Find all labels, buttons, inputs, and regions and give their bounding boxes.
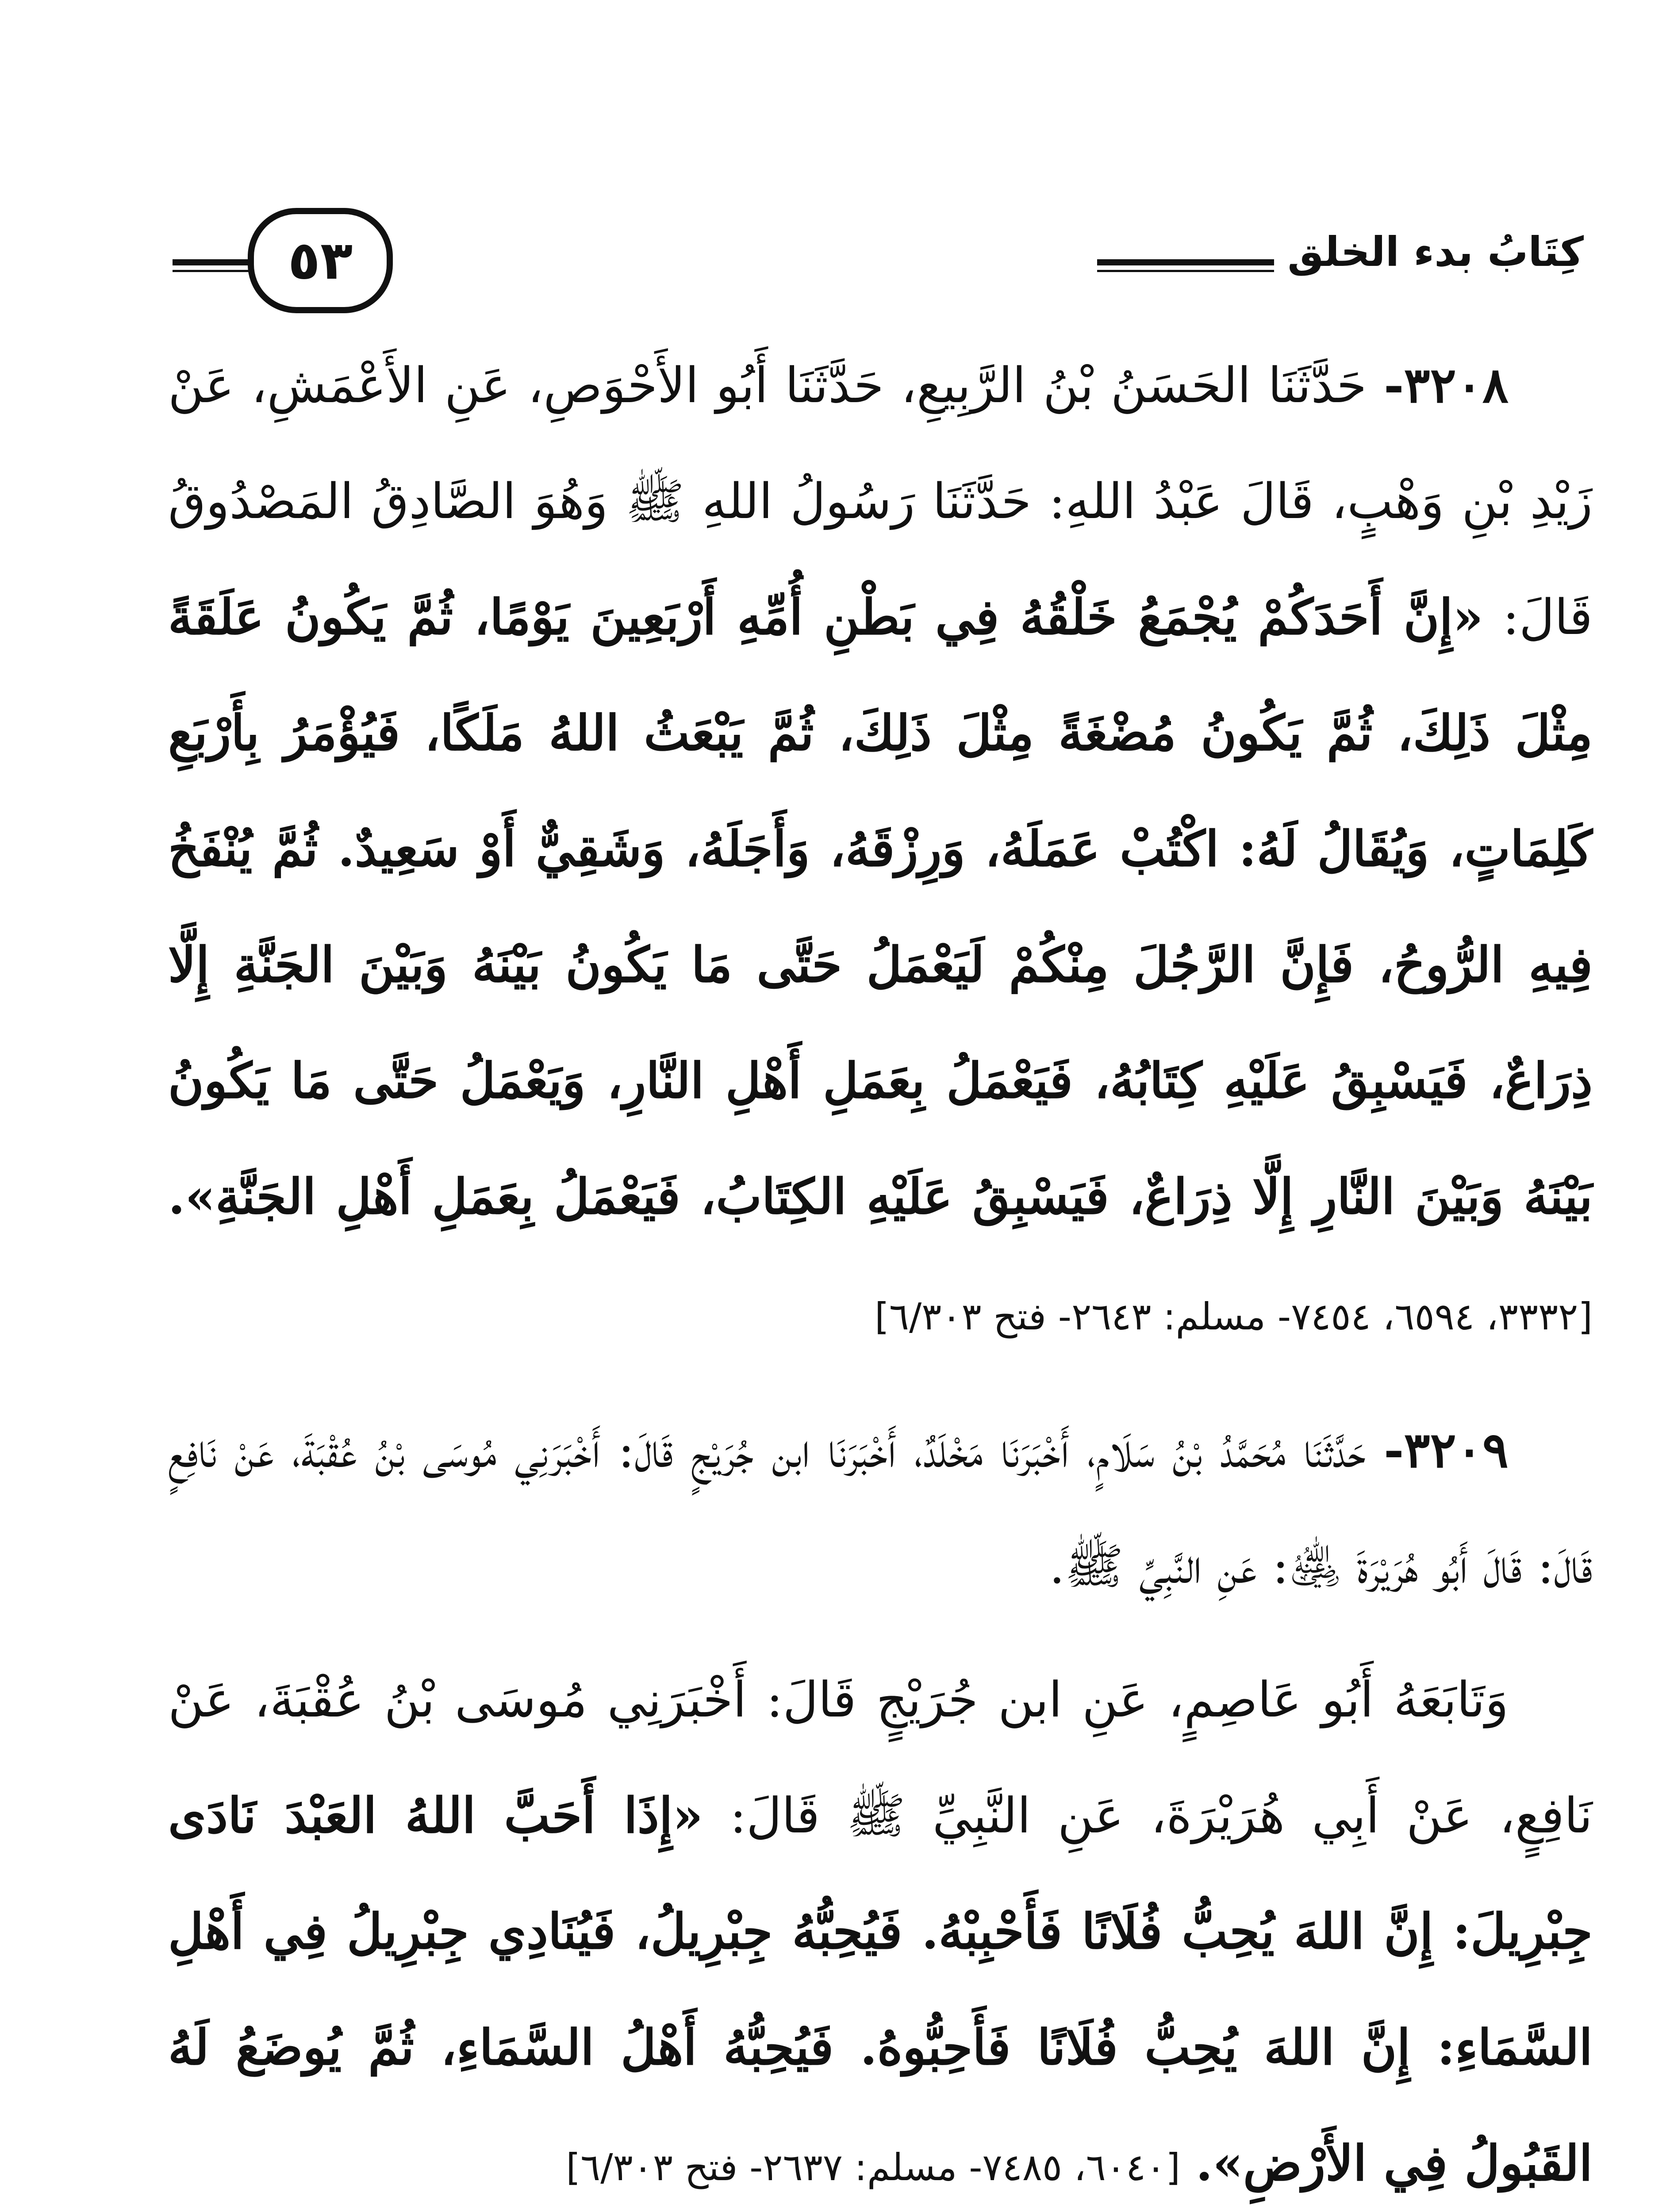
page-header	[0, 0, 1670, 319]
hadith-isnad: حَدَّثَنَا مُحَمَّدُ بْنُ سَلَامٍ، أَخْبَرَنَا مَخْلَدٌ، أَخْبَرَنَا ابن جُرَيْجٍ قَالَ: أَخْبَرَنِي مُوسَى بْنُ عُقْبَةَ، عَنْ نَافِعٍ قَالَ: قَالَ أَبُو هُرَيْرَةَ ﵁: عَنِ النَّبِيِّ ﷺ.	[168, 1422, 1593, 1594]
hadith-matn: «إِنَّ أَحَدَكُمْ يُجْمَعُ خَلْقُهُ فِي بَطْنِ أُمِّهِ أَرْبَعِينَ يَوْمًا، ثُمَّ يَكُونُ عَلَقَةً مِثْلَ ذَلِكَ، ثُمَّ يَكُونُ مُضْغَةً مِثْلَ ذَلِكَ، ثُمَّ يَبْعَثُ اللهُ مَلَكًا، فَيُؤْمَرُ بِأَرْبَعِ كَلِمَاتٍ، وَيُقَالُ لَهُ: اكْتُبْ عَمَلَهُ، وَرِزْقَهُ، وَأَجَلَهُ، وَشَقِيٌّ أَوْ سَعِيدٌ. ثُمَّ يُنْفَخُ فِيهِ الرُّوحُ، فَإِنَّ الرَّجُلَ مِنْكُمْ لَيَعْمَلُ حَتَّى مَا يَكُونُ بَيْنَهُ وَبَيْنَ الجَنَّةِ إِلَّا ذِرَاعٌ، فَيَسْبِقُ عَلَيْهِ كِتَابُهُ، فَيَعْمَلُ بِعَمَلِ أَهْلِ النَّارِ، وَيَعْمَلُ حَتَّى مَا يَكُونُ بَيْنَهُ وَبَيْنَ النَّارِ إِلَّا ذِرَاعٌ، فَيَسْبِقُ عَلَيْهِ الكِتَابُ، فَيَعْمَلُ بِعَمَلِ أَهْلِ الجَنَّةِ».	[168, 588, 1593, 1225]
hadith-3208	[168, 327, 1593, 1375]
hadith-isnad: وَتَابَعَهُ أَبُو عَاصِمٍ، عَنِ ابن جُرَيْجٍ قَالَ: أَخْبَرَنِي مُوسَى بْنُ عُقْبَةَ، عَنْ نَافِعٍ، عَنْ أَبِي هُرَيْرَةَ، عَنِ النَّبِيِّ ﷺ قَالَ:	[168, 1671, 1593, 1844]
page-body	[168, 327, 1593, 2212]
hadith-number: ٣٢٠٩-	[1384, 1421, 1509, 1479]
hadith-3209-mutabaa	[168, 1642, 1593, 2212]
chapter-title	[1097, 212, 1584, 292]
hadith-reference: [٣٣٣٢، ٦٥٩٤، ٧٤٥٤- مسلم: ٢٦٤٣- فتح ٦/٣٠٣]	[875, 1295, 1593, 1338]
chapter-title-text: كِتَابُ بدء الخلق	[1274, 212, 1584, 292]
hadith-number: ٣٢٠٨-	[1384, 357, 1509, 414]
hadith-reference: [٦٠٤٠، ٧٤٨٥- مسلم: ٢٦٣٧- فتح ٦/٣٠٣]	[566, 2146, 1181, 2189]
hadith-3209	[168, 1392, 1593, 1624]
hadith-matn: «إِذَا أَحَبَّ اللهُ العَبْدَ نَادَى جِبْرِيلَ: إِنَّ اللهَ يُحِبُّ فُلَانًا فَأَحْبِبْهُ. فَيُحِبُّهُ جِبْرِيلُ، فَيُنَادِي جِبْرِيلُ فِي أَهْلِ السَّمَاءِ: إِنَّ اللهَ يُحِبُّ فُلَانًا فَأَحِبُّوهُ. فَيُحِبُّهُ أَهْلُ السَّمَاءِ، ثُمَّ يُوضَعُ لَهُ القَبُولُ فِي الأَرْضِ».	[168, 1787, 1593, 2192]
hadith-isnad: حَدَّثَنَا الحَسَنُ بْنُ الرَّبِيعِ، حَدَّثَنَا أَبُو الأَحْوَصِ، عَنِ الأَعْمَشِ، عَنْ زَيْدِ بْنِ وَهْبٍ، قَالَ عَبْدُ اللهِ: حَدَّثَنَا رَسُولُ اللهِ ﷺ وَهُوَ الصَّادِقُ المَصْدُوقُ قَالَ:	[168, 357, 1593, 645]
page-number: ٥٣	[288, 230, 353, 292]
